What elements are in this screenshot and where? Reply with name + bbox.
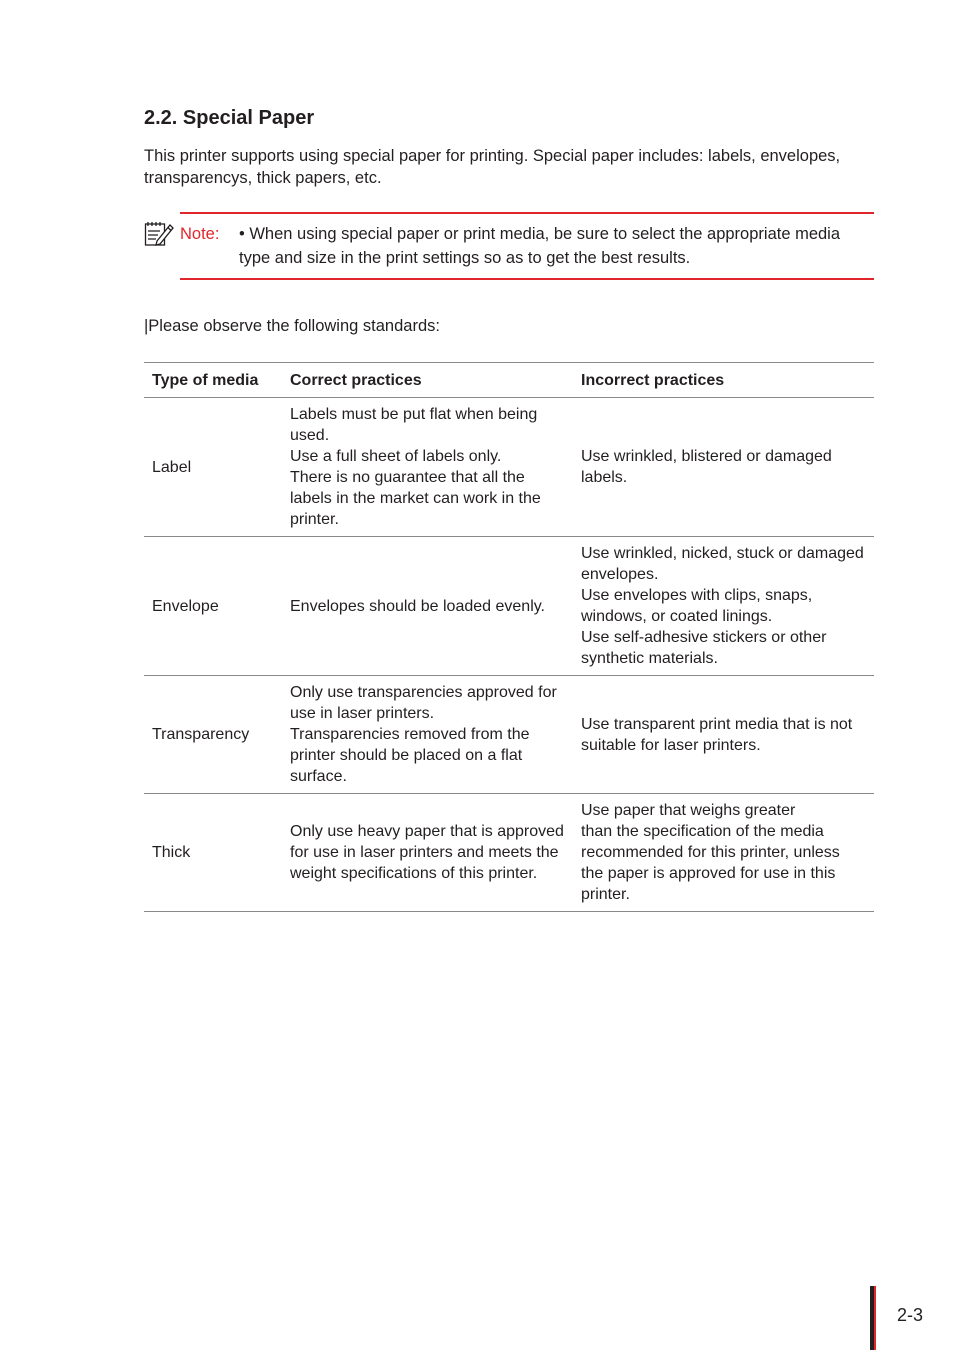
media-type-cell: Thick [144,794,282,912]
correct-cell [282,794,573,912]
note-box [180,212,874,280]
correct-cell [282,537,573,676]
cell-line: Use a full sheet of labels only. [290,448,502,465]
incorrect-cell [573,794,874,912]
cell-line: Only use heavy paper that is approved for use in laser printers and meets the weight specifications of this printer. [290,823,564,882]
header-type: Type of media [144,363,282,398]
cell-line: Use wrinkled, blistered or damaged labels. [581,448,832,486]
media-standards-table [144,362,874,912]
incorrect-cell [573,537,874,676]
incorrect-cell [573,398,874,537]
table-row [144,794,874,912]
header-incorrect: Incorrect practices [573,363,874,398]
media-type-cell: Transparency [144,676,282,794]
cell-line: Transparencies removed from the printer should be placed on a flat surface. [290,726,530,785]
table-row [144,676,874,794]
note-pencil-icon [144,219,174,247]
cell-line: Use wrinkled, nicked, stuck or damaged envelopes. [581,545,864,583]
note-label: Note: [180,225,220,243]
table-row [144,398,874,537]
cell-line: Use paper that weighs greater [581,802,796,819]
media-type-cell: Envelope [144,537,282,676]
cell-line: than the specification of the media recommended for this printer, unless the paper is approved for use in this printer. [581,823,840,903]
cell-line: There is no guarantee that all the labels in the market can work in the printer. [290,469,541,528]
section-title: 2.2. Special Paper [144,107,315,129]
note-callout [144,212,874,280]
cell-line: Use self-adhesive stickers or other synthetic materials. [581,629,827,667]
cell-line: Envelopes should be loaded evenly. [290,597,545,615]
cell-line: Labels must be put flat when being used. [290,406,538,444]
incorrect-cell [573,676,874,794]
correct-cell [282,398,573,537]
table-header-row [144,363,874,398]
cell-line: Only use transparencies approved for use in laser printers. [290,684,557,722]
header-correct: Correct practices [282,363,573,398]
note-text: • When using special paper or print media, be sure to select the appropriate media type and size in the print settings so as to get the best results. [239,225,841,267]
media-type-cell: Label [144,398,282,537]
page-edge-bar [870,1286,876,1350]
cell-line: Use transparent print media that is not suitable for laser printers. [581,715,853,754]
observe-text: |Please observe the following standards: [144,317,440,335]
cell-line: Use envelopes with clips, snaps, windows, or coated linings. [581,587,813,625]
correct-cell [282,676,573,794]
page-number: 2-3 [897,1305,924,1325]
table-row [144,537,874,676]
intro-paragraph: This printer supports using special paper for printing. Special paper includes: labels, envelopes, transparencys, thick papers, etc. [144,147,841,187]
